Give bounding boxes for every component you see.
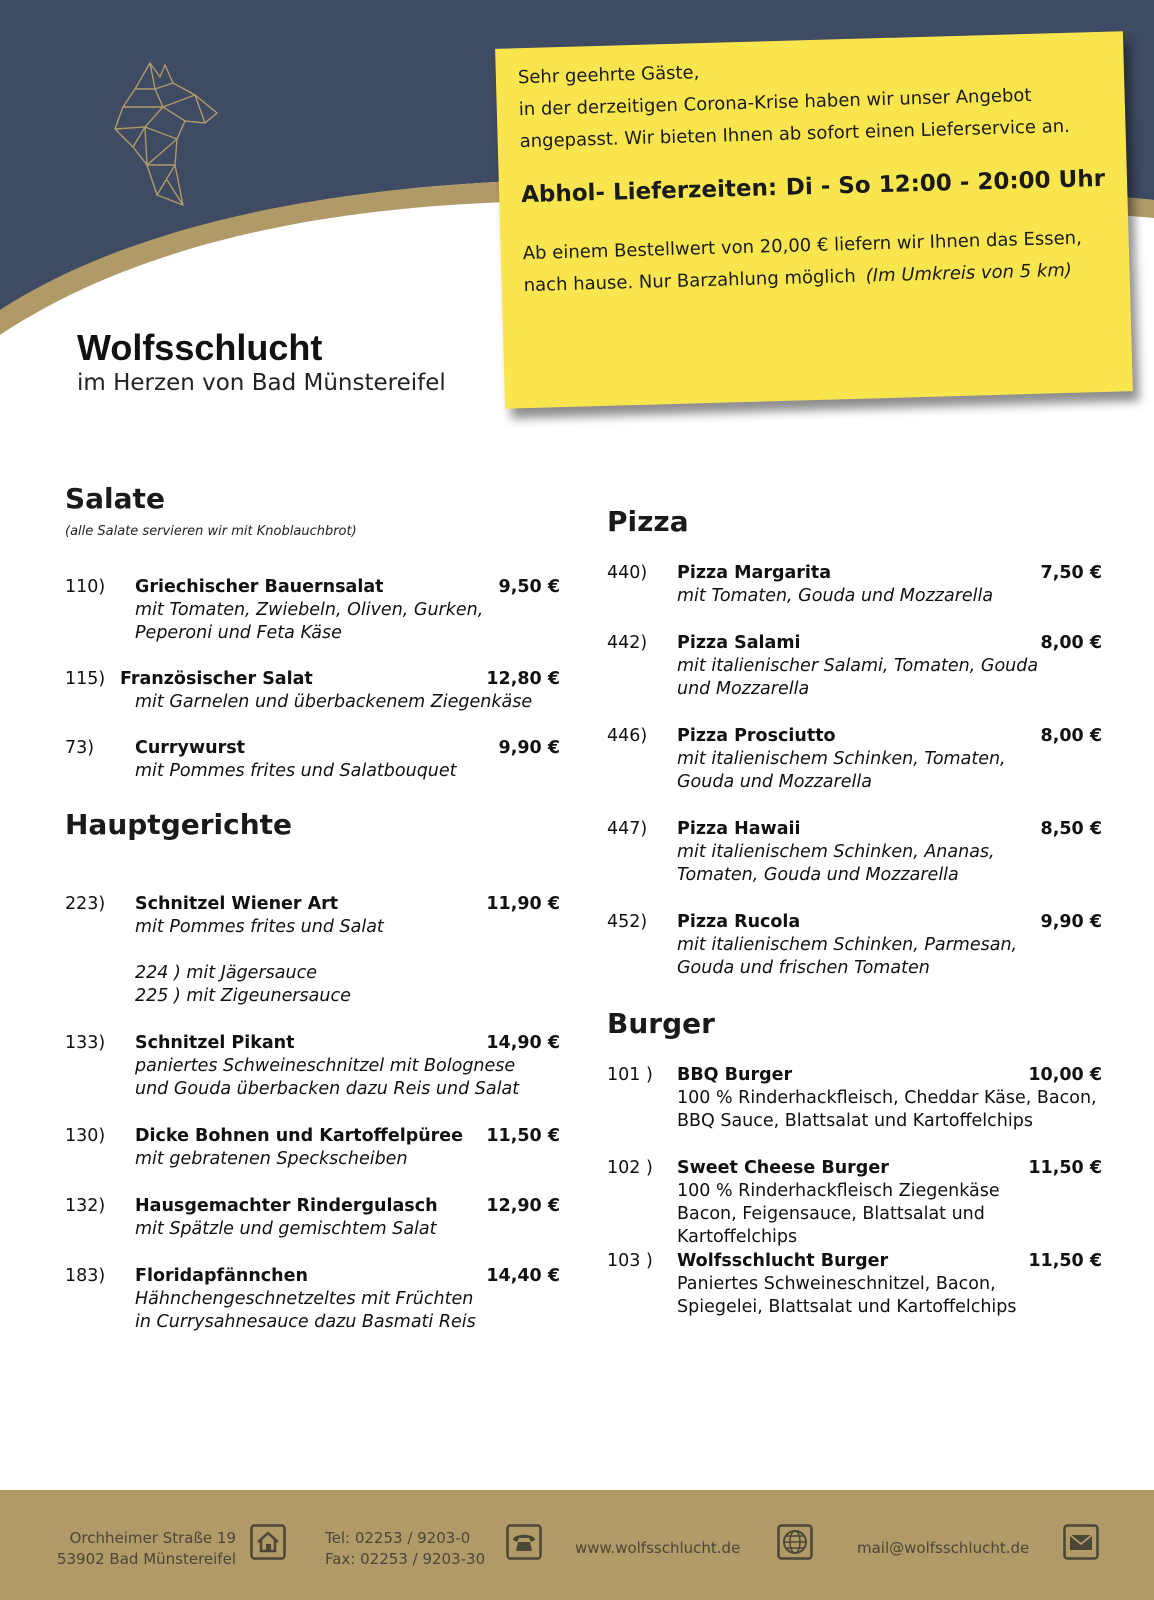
item-name: Wolfsschlucht Burger xyxy=(677,1251,889,1271)
item-description: mit italienischem Schinken, Parmesan, Gouda und frischen Tomaten xyxy=(677,935,1018,978)
item-description: mit italienischer Salami, Tomaten, Gouda und Mozzarella xyxy=(677,656,1039,699)
address-street: Orchheimer Straße 19 xyxy=(69,1529,236,1547)
fax-number: Fax: 02253 / 9203-30 xyxy=(325,1550,486,1568)
delivery-notice xyxy=(495,31,1133,408)
section-title-hauptgerichte: Hauptgerichte xyxy=(65,808,293,841)
brand-subtitle: im Herzen von Bad Münstereifel xyxy=(77,370,446,396)
item-price: 11,50 € xyxy=(1028,1251,1102,1271)
item-price: 14,40 € xyxy=(486,1266,560,1286)
item-price: 7,50 € xyxy=(1040,563,1102,583)
item-price: 12,90 € xyxy=(486,1196,560,1216)
item-description: mit Tomaten, Zwiebeln, Oliven, Gurken, Peperoni und Feta Käse xyxy=(135,600,484,643)
item-price: 9,90 € xyxy=(498,738,560,758)
section-title-pizza: Pizza xyxy=(607,505,689,538)
item-number: 223) xyxy=(65,894,106,914)
item-name: BBQ Burger xyxy=(677,1065,793,1085)
wolf-logo-icon xyxy=(105,55,220,215)
item-price: 8,00 € xyxy=(1040,726,1102,746)
min-order-line-1: Ab einem Bestellwert von 20,00 € liefern wir Ihnen das Essen, xyxy=(522,227,1083,265)
item-name: Schnitzel Wiener Art xyxy=(135,894,339,914)
address-city: 53902 Bad Münstereifel xyxy=(56,1550,236,1568)
times-value: Di - So 12:00 - 20:00 Uhr xyxy=(785,165,1106,201)
item-price: 8,00 € xyxy=(1040,633,1102,653)
item-number: 452) xyxy=(607,912,648,932)
salate-note: (alle Salate servieren wir mit Knoblauchbrot) xyxy=(65,524,357,539)
item-number: 110) xyxy=(65,577,106,597)
item-number: 183) xyxy=(65,1266,106,1286)
item-description: Paniertes Schweineschnitzel, Bacon, Spiegelei, Blattsalat und Kartoffelchips xyxy=(677,1274,1017,1317)
item-description: mit gebratenen Speckscheiben xyxy=(135,1149,408,1169)
item-number: 447) xyxy=(607,819,648,839)
item-price: 14,90 € xyxy=(486,1033,560,1053)
section-title-salate: Salate xyxy=(65,482,165,515)
item-name: Sweet Cheese Burger xyxy=(677,1158,889,1178)
item-number: 102 ) xyxy=(607,1158,653,1178)
item-number: 101 ) xyxy=(607,1065,653,1085)
item-description: mit Garnelen und überbackenem Ziegenkäse xyxy=(135,692,533,712)
footer-address xyxy=(48,1528,236,1570)
notice-line-3: angepasst. Wir bieten Ihnen ab sofort einen Lieferservice an. xyxy=(519,115,1071,153)
item-number: 440) xyxy=(607,563,648,583)
envelope-icon xyxy=(1063,1524,1099,1560)
item-name: Pizza Salami xyxy=(677,633,801,653)
item-price: 8,50 € xyxy=(1040,819,1102,839)
brand-block xyxy=(77,327,446,396)
item-description: 100 % Rinderhackfleisch Ziegenkäse Bacon, Feigensauce, Blattsalat und Kartoffelchips xyxy=(677,1181,1000,1247)
website-link[interactable]: www.wolfsschlucht.de xyxy=(575,1539,741,1557)
item-number: 132) xyxy=(65,1196,106,1216)
notice-line-1: Sehr geehrte Gäste, xyxy=(517,62,700,89)
item-name: Pizza Margarita xyxy=(677,563,832,583)
email-link[interactable]: mail@wolfsschlucht.de xyxy=(857,1539,1030,1557)
phone-number[interactable]: Tel: 02253 / 9203-0 xyxy=(325,1529,471,1547)
item-description: mit Tomaten, Gouda und Mozzarella xyxy=(677,586,994,606)
item-description: 100 % Rinderhackfleisch, Cheddar Käse, Bacon, BBQ Sauce, Blattsalat und Kartoffelchips xyxy=(677,1088,1097,1131)
item-name: Dicke Bohnen und Kartoffelpüree xyxy=(135,1126,464,1146)
item-price: 11,90 € xyxy=(486,894,560,914)
phone-icon xyxy=(506,1524,542,1560)
item-description: paniertes Schweineschnitzel mit Bolognese und Gouda überbacken dazu Reis und Salat xyxy=(135,1056,520,1099)
item-number: 103 ) xyxy=(607,1251,653,1271)
item-name: Pizza Rucola xyxy=(677,912,801,932)
times-label: Abhol- Lieferzeiten: xyxy=(520,175,778,209)
item-description: mit italienischem Schinken, Ananas, Tomaten, Gouda und Mozzarella xyxy=(677,842,995,885)
item-price: 9,90 € xyxy=(1040,912,1102,932)
footer-contact xyxy=(325,1528,485,1570)
globe-icon xyxy=(777,1524,813,1560)
item-name: Hausgemachter Rindergulasch xyxy=(135,1196,438,1216)
item-description: mit Pommes frites und Salat 224 ) mit Jägersauce 225 ) mit Zigeunersauce xyxy=(135,917,384,1006)
item-number: 130) xyxy=(65,1126,106,1146)
item-description: mit Pommes frites und Salatbouquet xyxy=(135,761,457,781)
item-description: Hähnchengeschnetzeltes mit Früchten in Currysahnesauce dazu Basmati Reis xyxy=(135,1289,476,1332)
item-name: Französischer Salat xyxy=(120,669,313,689)
item-price: 12,80 € xyxy=(486,669,560,689)
item-number: 442) xyxy=(607,633,648,653)
item-name: Pizza Hawaii xyxy=(677,819,801,839)
brand-title: Wolfsschlucht xyxy=(77,327,323,368)
item-price: 11,50 € xyxy=(486,1126,560,1146)
item-description: mit italienischem Schinken, Tomaten, Gouda und Mozzarella xyxy=(677,749,1006,792)
item-name: Griechischer Bauernsalat xyxy=(135,577,384,597)
item-name: Floridapfännchen xyxy=(135,1266,308,1286)
item-name: Schnitzel Pikant xyxy=(135,1033,295,1053)
item-number: 73) xyxy=(65,738,95,758)
house-icon xyxy=(250,1524,286,1560)
footer-bar xyxy=(0,1490,1154,1600)
item-name: Currywurst xyxy=(135,738,246,758)
item-number: 446) xyxy=(607,726,648,746)
item-name: Pizza Prosciutto xyxy=(677,726,836,746)
item-number: 115) xyxy=(65,669,106,689)
notice-line-2: in der derzeitigen Corona-Krise haben wir unser Angebot xyxy=(518,84,1032,121)
delivery-radius: (Im Umkreis von 5 km) xyxy=(865,259,1073,287)
item-price: 11,50 € xyxy=(1028,1158,1102,1178)
item-description: mit Spätzle und gemischtem Salat xyxy=(135,1219,437,1239)
section-title-burger: Burger xyxy=(607,1007,715,1040)
item-price: 9,50 € xyxy=(498,577,560,597)
cash-only-text: nach hause. Nur Barzahlung möglich xyxy=(523,265,857,297)
pickup-delivery-times xyxy=(521,166,1105,208)
item-price: 10,00 € xyxy=(1028,1065,1102,1085)
item-number: 133) xyxy=(65,1033,106,1053)
